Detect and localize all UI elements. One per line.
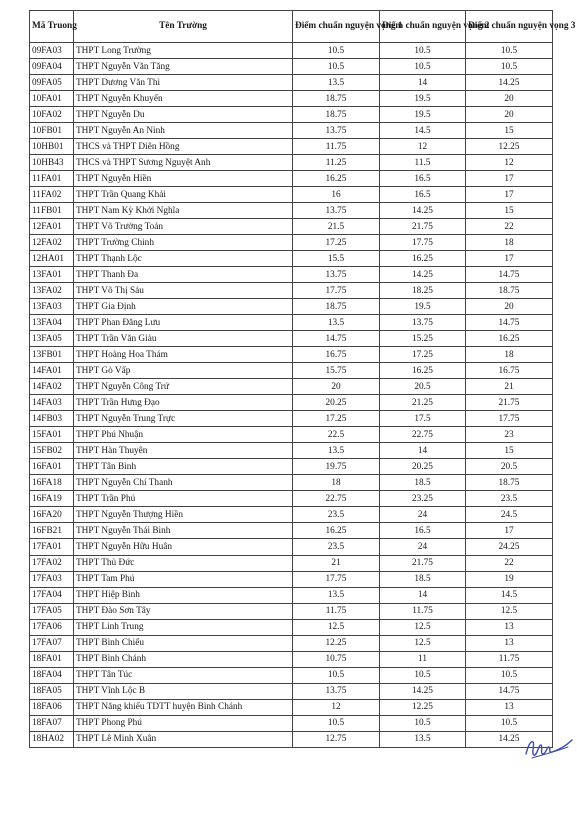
school-name-cell: THPT Bình Chánh [74,651,293,667]
school-code-cell: 17FA02 [30,555,74,571]
signature-mark [522,728,574,764]
score-nv2-cell: 10.5 [380,667,466,683]
score-nv2-cell: 14 [380,443,466,459]
score-nv1-cell: 18.75 [293,299,380,315]
table-row [30,203,553,219]
header-school-code: Mã Truong [30,11,74,43]
table-row [30,427,553,443]
school-code-cell: 18FA04 [30,667,74,683]
score-nv1-cell: 16.25 [293,523,380,539]
school-code-cell: 13FA04 [30,315,74,331]
score-nv3-cell: 17 [466,523,553,539]
school-name-cell: THPT Tam Phú [74,571,293,587]
school-name-cell: THPT Trần Văn Giàu [74,331,293,347]
header-score-nv3: Điểm chuẩn nguyện vọng 3 [466,11,553,43]
school-name-cell: THPT Phú Nhuận [74,427,293,443]
school-code-cell: 12FA02 [30,235,74,251]
score-nv3-cell: 14.25 [466,731,553,747]
score-nv1-cell: 13.5 [293,315,380,331]
table-row [30,523,553,539]
score-nv1-cell: 13.75 [293,203,380,219]
score-nv1-cell: 15.5 [293,251,380,267]
school-code-cell: 14FB03 [30,411,74,427]
school-name-cell: THPT Nguyễn Thái Bình [74,523,293,539]
score-nv1-cell: 16.75 [293,347,380,363]
score-nv1-cell: 12 [293,699,380,715]
score-nv1-cell: 13.75 [293,267,380,283]
score-nv3-cell: 13 [466,699,553,715]
score-nv3-cell: 14.25 [466,75,553,91]
school-name-cell: THPT Tân Bình [74,459,293,475]
score-nv1-cell: 23.5 [293,539,380,555]
score-nv1-cell: 10.5 [293,715,380,731]
table-row [30,251,553,267]
score-nv2-cell: 13.75 [380,315,466,331]
school-code-cell: 18FA07 [30,715,74,731]
table-row [30,315,553,331]
table-row [30,587,553,603]
score-nv1-cell: 13.5 [293,587,380,603]
school-code-cell: 17FA03 [30,571,74,587]
school-code-cell: 13FA05 [30,331,74,347]
score-nv1-cell: 10.75 [293,651,380,667]
school-name-cell: THPT Thanh Đa [74,267,293,283]
score-nv3-cell: 24.25 [466,539,553,555]
school-name-cell: THPT Dương Văn Thì [74,75,293,91]
score-nv1-cell: 14.75 [293,331,380,347]
score-nv2-cell: 18.5 [380,571,466,587]
score-nv3-cell: 23 [466,427,553,443]
score-nv3-cell: 16.75 [466,363,553,379]
score-nv2-cell: 20.5 [380,379,466,395]
score-nv1-cell: 17.75 [293,283,380,299]
school-code-cell: 11FA02 [30,187,74,203]
school-name-cell: THPT Phong Phú [74,715,293,731]
table-row [30,331,553,347]
table-row [30,155,553,171]
score-nv2-cell: 17.75 [380,235,466,251]
score-nv3-cell: 17.75 [466,411,553,427]
score-nv3-cell: 20 [466,107,553,123]
school-name-cell: THPT Nguyễn Công Trứ [74,379,293,395]
score-nv3-cell: 13 [466,619,553,635]
score-nv2-cell: 19.5 [380,107,466,123]
score-nv3-cell: 12 [466,155,553,171]
school-name-cell: THPT Nguyễn Chí Thanh [74,475,293,491]
score-nv2-cell: 10.5 [380,43,466,59]
score-nv3-cell: 22 [466,219,553,235]
school-code-cell: 13FA03 [30,299,74,315]
school-code-cell: 14FA03 [30,395,74,411]
score-nv2-cell: 10.5 [380,715,466,731]
table-row [30,139,553,155]
score-nv3-cell: 10.5 [466,715,553,731]
table-row [30,363,553,379]
school-name-cell: THPT Vĩnh Lộc B [74,683,293,699]
school-name-cell: THPT Võ Trường Toản [74,219,293,235]
score-nv2-cell: 14.25 [380,267,466,283]
table-row [30,171,553,187]
score-nv1-cell: 17.25 [293,411,380,427]
score-nv3-cell: 10.5 [466,59,553,75]
score-nv1-cell: 17.25 [293,235,380,251]
score-nv1-cell: 22.5 [293,427,380,443]
score-nv2-cell: 16.25 [380,251,466,267]
school-code-cell: 12HA01 [30,251,74,267]
school-code-cell: 10FB01 [30,123,74,139]
score-nv2-cell: 16.25 [380,363,466,379]
school-name-cell: THPT Long Trường [74,43,293,59]
table-row [30,555,553,571]
score-nv1-cell: 20 [293,379,380,395]
school-code-cell: 10FA01 [30,91,74,107]
score-nv3-cell: 18.75 [466,283,553,299]
score-nv1-cell: 18 [293,475,380,491]
score-nv2-cell: 13.5 [380,731,466,747]
school-code-cell: 18FA06 [30,699,74,715]
table-row [30,731,553,747]
table-row [30,59,553,75]
school-code-cell: 17FA06 [30,619,74,635]
score-nv3-cell: 13 [466,635,553,651]
table-row [30,539,553,555]
score-nv3-cell: 18.75 [466,475,553,491]
score-nv3-cell: 14.75 [466,267,553,283]
table-row [30,43,553,59]
table-row [30,347,553,363]
score-nv2-cell: 11 [380,651,466,667]
school-name-cell: THPT Phan Đăng Lưu [74,315,293,331]
score-nv1-cell: 10.5 [293,59,380,75]
school-name-cell: THPT Hoàng Hoa Thám [74,347,293,363]
score-nv1-cell: 11.25 [293,155,380,171]
score-nv1-cell: 20.25 [293,395,380,411]
table-row [30,283,553,299]
school-code-cell: 18FA01 [30,651,74,667]
score-nv2-cell: 11.5 [380,155,466,171]
school-code-cell: 16FA20 [30,507,74,523]
table-row [30,91,553,107]
table-row [30,475,553,491]
score-nv3-cell: 22 [466,555,553,571]
score-nv3-cell: 14.75 [466,315,553,331]
school-code-cell: 15FB02 [30,443,74,459]
score-nv1-cell: 13.5 [293,443,380,459]
score-nv1-cell: 13.75 [293,683,380,699]
school-name-cell: THPT Nguyễn Văn Tăng [74,59,293,75]
header-score-nv1: Điểm chuẩn nguyện vọng 1 [293,11,380,43]
school-name-cell: THPT Tân Túc [74,667,293,683]
school-name-cell: THPT Nam Kỳ Khởi Nghĩa [74,203,293,219]
table-row [30,123,553,139]
school-name-cell: THPT Hiệp Bình [74,587,293,603]
score-nv2-cell: 16.5 [380,523,466,539]
school-code-cell: 10FA02 [30,107,74,123]
school-code-cell: 17FA04 [30,587,74,603]
school-code-cell: 16FA19 [30,491,74,507]
score-nv2-cell: 10.5 [380,59,466,75]
score-nv2-cell: 21.75 [380,219,466,235]
score-nv1-cell: 17.75 [293,571,380,587]
table-row [30,75,553,91]
score-nv3-cell: 17 [466,171,553,187]
table-row [30,635,553,651]
school-name-cell: THPT Gò Vấp [74,363,293,379]
school-name-cell: THPT Võ Thị Sáu [74,283,293,299]
table-row [30,619,553,635]
score-nv2-cell: 21.25 [380,395,466,411]
score-nv2-cell: 22.75 [380,427,466,443]
table-header-row [30,11,553,43]
score-nv3-cell: 18 [466,347,553,363]
score-nv1-cell: 12.5 [293,619,380,635]
score-nv3-cell: 20 [466,91,553,107]
table-row [30,651,553,667]
school-name-cell: THPT Nguyễn Thượng Hiền [74,507,293,523]
table-row [30,491,553,507]
score-nv2-cell: 12.5 [380,619,466,635]
school-name-cell: THPT Nguyễn Khuyến [74,91,293,107]
score-nv3-cell: 11.75 [466,651,553,667]
school-name-cell: THPT Lê Minh Xuân [74,731,293,747]
school-code-cell: 09FA05 [30,75,74,91]
school-code-cell: 13FB01 [30,347,74,363]
score-nv3-cell: 17 [466,251,553,267]
school-code-cell: 17FA05 [30,603,74,619]
school-code-cell: 17FA07 [30,635,74,651]
admission-scores-table [29,10,576,748]
score-nv3-cell: 16.25 [466,331,553,347]
school-name-cell: THPT Bình Chiểu [74,635,293,651]
score-nv2-cell: 21.75 [380,555,466,571]
school-code-cell: 10HB01 [30,139,74,155]
score-nv1-cell: 21 [293,555,380,571]
school-name-cell: THPT Nguyễn An Ninh [74,123,293,139]
score-nv2-cell: 14.25 [380,683,466,699]
table-row [30,571,553,587]
table-row [30,267,553,283]
school-name-cell: THPT Gia Định [74,299,293,315]
score-nv1-cell: 21.5 [293,219,380,235]
score-nv3-cell: 18 [466,235,553,251]
school-name-cell: THPT Trường Chinh [74,235,293,251]
school-code-cell: 11FA01 [30,171,74,187]
school-name-cell: THPT Nguyễn Du [74,107,293,123]
score-nv1-cell: 23.5 [293,507,380,523]
score-nv3-cell: 15 [466,203,553,219]
score-nv2-cell: 14 [380,587,466,603]
school-code-cell: 14FA02 [30,379,74,395]
school-name-cell: THPT Trần Quang Khải [74,187,293,203]
score-nv3-cell: 15 [466,123,553,139]
score-nv3-cell: 21.75 [466,395,553,411]
school-code-cell: 09FA03 [30,43,74,59]
table-row [30,459,553,475]
score-nv3-cell: 10.5 [466,667,553,683]
table-row [30,395,553,411]
school-name-cell: THPT Hàn Thuyên [74,443,293,459]
score-nv2-cell: 11.75 [380,603,466,619]
score-nv2-cell: 16.5 [380,187,466,203]
school-name-cell: THPT Nguyễn Hiền [74,171,293,187]
school-code-cell: 17FA01 [30,539,74,555]
score-nv2-cell: 17.25 [380,347,466,363]
score-nv2-cell: 18.25 [380,283,466,299]
table-row [30,603,553,619]
score-nv2-cell: 12.25 [380,699,466,715]
table-row [30,699,553,715]
score-nv2-cell: 19.5 [380,91,466,107]
score-nv2-cell: 19.5 [380,299,466,315]
school-code-cell: 16FB21 [30,523,74,539]
score-nv3-cell: 21 [466,379,553,395]
table-row [30,507,553,523]
school-code-cell: 09FA04 [30,59,74,75]
score-nv2-cell: 20.25 [380,459,466,475]
school-name-cell: THPT Linh Trung [74,619,293,635]
school-code-cell: 18FA05 [30,683,74,699]
school-code-cell: 18HA02 [30,731,74,747]
score-nv3-cell: 20 [466,299,553,315]
score-nv3-cell: 17 [466,187,553,203]
school-code-cell: 10HB43 [30,155,74,171]
score-nv3-cell: 19 [466,571,553,587]
score-nv2-cell: 12 [380,139,466,155]
school-name-cell: THPT Trần Phú [74,491,293,507]
table-row [30,187,553,203]
school-name-cell: THPT Nguyễn Trung Trực [74,411,293,427]
score-nv2-cell: 23.25 [380,491,466,507]
school-code-cell: 13FA02 [30,283,74,299]
score-nv2-cell: 14.5 [380,123,466,139]
score-nv3-cell: 15 [466,443,553,459]
school-code-cell: 16FA01 [30,459,74,475]
score-nv2-cell: 12.5 [380,635,466,651]
table-row [30,299,553,315]
school-code-cell: 11FB01 [30,203,74,219]
score-nv1-cell: 13.5 [293,75,380,91]
school-name-cell: THPT Nguyễn Hữu Huân [74,539,293,555]
school-name-cell: THCS và THPT Sương Nguyệt Anh [74,155,293,171]
school-name-cell: THPT Đào Sơn Tây [74,603,293,619]
score-nv1-cell: 11.75 [293,603,380,619]
score-nv1-cell: 10.5 [293,43,380,59]
school-name-cell: THPT Năng khiếu TDTT huyện Bình Chánh [74,699,293,715]
score-nv1-cell: 18.75 [293,107,380,123]
score-nv2-cell: 15.25 [380,331,466,347]
score-nv3-cell: 10.5 [466,43,553,59]
table-row [30,667,553,683]
score-nv3-cell: 23.5 [466,491,553,507]
header-school-name: Tên Trường [74,11,293,43]
score-nv1-cell: 16.25 [293,171,380,187]
school-name-cell: THPT Thạnh Lộc [74,251,293,267]
score-nv1-cell: 13.75 [293,123,380,139]
school-name-cell: THPT Thủ Đức [74,555,293,571]
score-nv3-cell: 12.5 [466,603,553,619]
school-code-cell: 15FA01 [30,427,74,443]
table-row [30,715,553,731]
score-nv1-cell: 19.75 [293,459,380,475]
score-nv1-cell: 16 [293,187,380,203]
table-row [30,683,553,699]
score-nv3-cell: 20.5 [466,459,553,475]
score-nv1-cell: 18.75 [293,91,380,107]
school-code-cell: 13FA01 [30,267,74,283]
score-nv3-cell: 14.75 [466,683,553,699]
table-body [30,43,553,748]
score-nv2-cell: 18.5 [380,475,466,491]
score-nv1-cell: 11.75 [293,139,380,155]
table-row [30,443,553,459]
school-name-cell: THCS và THPT Diên Hồng [74,139,293,155]
table-row [30,379,553,395]
score-nv2-cell: 24 [380,539,466,555]
school-code-cell: 12FA01 [30,219,74,235]
score-nv3-cell: 12.25 [466,139,553,155]
school-code-cell: 16FA18 [30,475,74,491]
table-row [30,235,553,251]
table-row [30,107,553,123]
school-code-cell: 14FA01 [30,363,74,379]
score-nv1-cell: 15.75 [293,363,380,379]
score-nv3-cell: 24.5 [466,507,553,523]
score-nv2-cell: 16.5 [380,171,466,187]
score-nv2-cell: 17.5 [380,411,466,427]
table-row [30,219,553,235]
table-row [30,411,553,427]
school-name-cell: THPT Trần Hưng Đạo [74,395,293,411]
score-nv1-cell: 12.25 [293,635,380,651]
score-nv1-cell: 12.75 [293,731,380,747]
score-nv1-cell: 22.75 [293,491,380,507]
score-nv2-cell: 14.25 [380,203,466,219]
header-score-nv2: Điểm chuẩn nguyện vọng 2 [380,11,466,43]
score-nv3-cell: 14.5 [466,587,553,603]
score-nv1-cell: 10.5 [293,667,380,683]
score-nv2-cell: 14 [380,75,466,91]
score-nv2-cell: 24 [380,507,466,523]
